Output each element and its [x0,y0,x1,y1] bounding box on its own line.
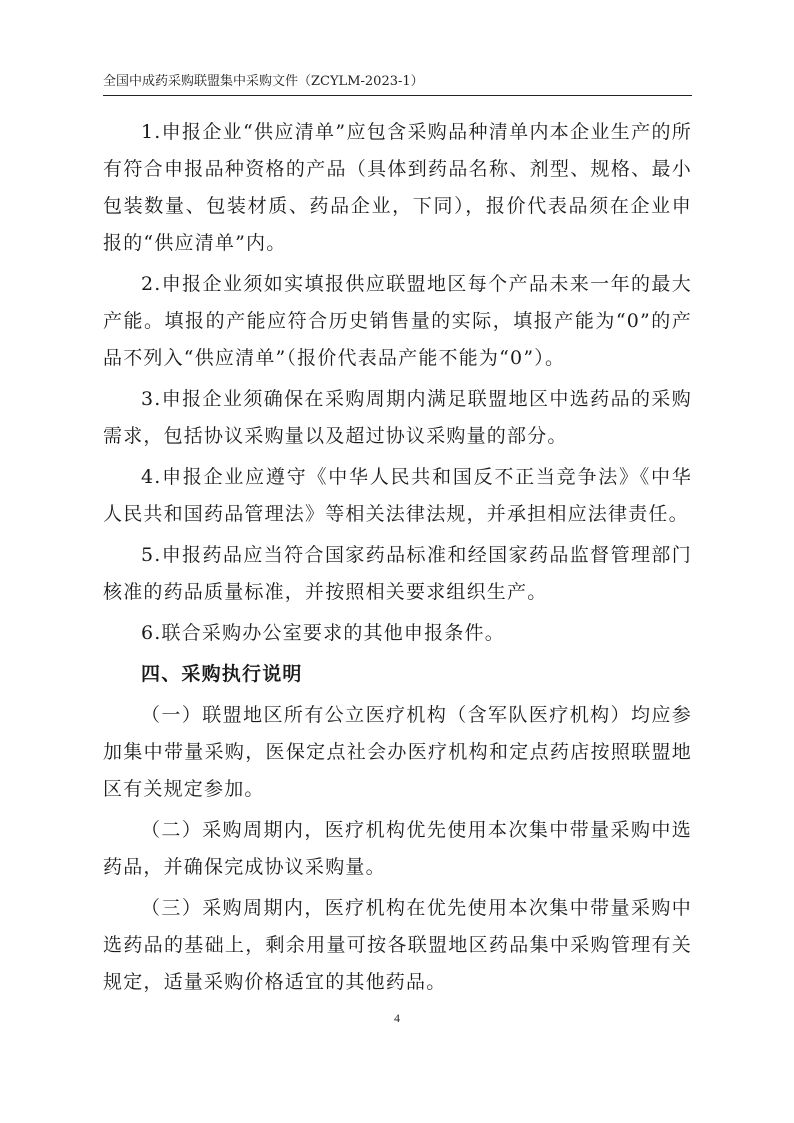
page-number: 4 [394,1011,400,1025]
header-rule [103,95,692,96]
execution-item-1: （一）联盟地区所有公立医疗机构（含军队医疗机构）均应参加集中带量采购，医保定点社会办医疗机构和定点药店按照联盟地区有关规定参加。 [103,704,692,800]
section-heading: 四、采购执行说明 [141,663,303,685]
running-header: 全国中成药采购联盟集中采购文件（ZCYLM-2023-1） [103,74,424,89]
requirement-item-2: 2.申报企业须如实填报供应联盟地区每个产品未来一年的最大产能。填报的产能应符合历史销售量的实际，填报产能为“0”的产品不列入“供应清单”（报价代表品产能不能为“0”）。 [103,273,692,369]
requirement-item-5: 5.申报药品应当符合国家药品标准和经国家药品监督管理部门核准的药品质量标准，并按照相关要求组织生产。 [103,544,692,603]
requirement-item-1: 1.申报企业“供应清单”应包含采购品种清单内本企业生产的所有符合申报品种资格的产品（具体到药品名称、剂型、规格、最小包装数量、包装材质、药品企业，下同），报价代表品须在企业申报的“供应清单”内。 [103,121,692,254]
execution-item-3: （三）采购周期内，医疗机构在优先使用本次集中带量采购中选药品的基础上，剩余用量可按各联盟地区药品集中采购管理有关规定，适量采购价格适宜的其他药品。 [103,897,692,993]
requirement-item-6: 6.联合采购办公室要求的其他申报条件。 [141,622,505,644]
execution-item-2: （二）采购周期内，医疗机构优先使用本次集中带量采购中选药品，并确保完成协议采购量。 [103,819,692,878]
requirement-item-4: 4.申报企业应遵守《中华人民共和国反不正当竞争法》《中华人民共和国药品管理法》等相关法律法规，并承担相应法律责任。 [103,466,692,525]
document-body [103,114,692,1005]
requirement-item-3: 3.申报企业须确保在采购周期内满足联盟地区中选药品的采购需求，包括协议采购量以及超过协议采购量的部分。 [103,388,692,447]
